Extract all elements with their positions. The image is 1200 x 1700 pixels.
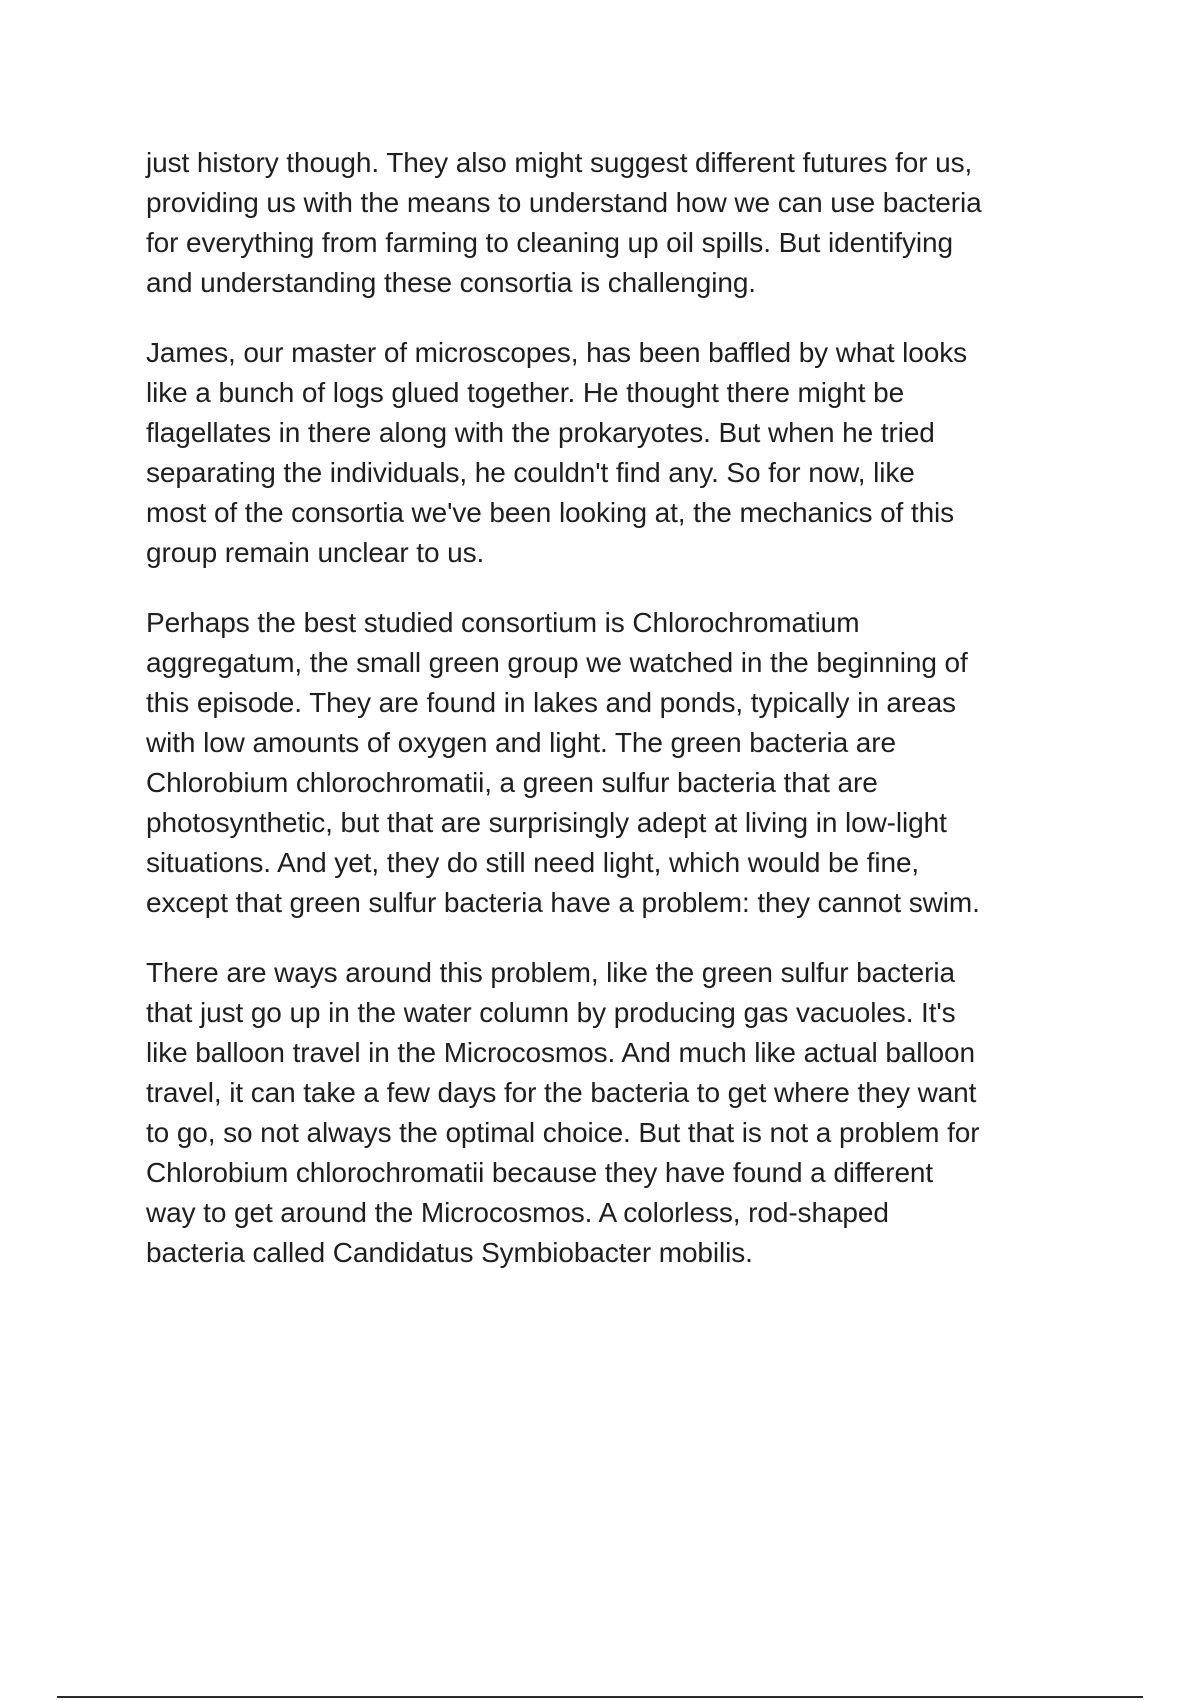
text-line: situations. And yet, they do still need light, which would be fine, bbox=[146, 847, 920, 878]
text-line: to go, so not always the optimal choice. But that is not a problem for bbox=[146, 1117, 980, 1148]
text-line: travel, it can take a few days for the bacteria to get where they want bbox=[146, 1077, 977, 1108]
text-line: There are ways around this problem, like the green sulfur bacteria bbox=[146, 957, 955, 988]
text-line: aggregatum, the small green group we watched in the beginning of bbox=[146, 647, 968, 678]
text-line: providing us with the means to understand how we can use bacteria bbox=[146, 187, 982, 218]
text-line: flagellates in there along with the prokaryotes. But when he tried bbox=[146, 417, 935, 448]
page-bottom-divider bbox=[57, 1696, 1143, 1698]
text-line: Chlorobium chlorochromatii because they have found a different bbox=[146, 1157, 934, 1188]
text-line: like a bunch of logs glued together. He thought there might be bbox=[146, 377, 905, 408]
text-line: except that green sulfur bacteria have a problem: they cannot swim. bbox=[146, 887, 980, 918]
text-line: with low amounts of oxygen and light. The green bacteria are bbox=[146, 727, 896, 758]
text-line: way to get around the Microcosmos. A colorless, rod-shaped bbox=[146, 1197, 889, 1228]
text-line: Chlorobium chlorochromatii, a green sulfur bacteria that are bbox=[146, 767, 878, 798]
text-line: this episode. They are found in lakes and ponds, typically in areas bbox=[146, 687, 956, 718]
paragraph bbox=[146, 143, 1076, 303]
paragraph bbox=[146, 953, 1076, 1273]
text-line: that just go up in the water column by producing gas vacuoles. It's bbox=[146, 997, 956, 1028]
paragraph bbox=[146, 603, 1076, 923]
text-line: like balloon travel in the Microcosmos. And much like actual balloon bbox=[146, 1037, 975, 1068]
paragraph bbox=[146, 333, 1076, 573]
text-line: most of the consortia we've been looking at, the mechanics of this bbox=[146, 497, 955, 528]
text-line: James, our master of microscopes, has been baffled by what looks bbox=[146, 337, 968, 368]
text-line: bacteria called Candidatus Symbiobacter mobilis. bbox=[146, 1237, 753, 1268]
text-line: for everything from farming to cleaning up oil spills. But identifying bbox=[146, 227, 953, 258]
text-line: photosynthetic, but that are surprisingly adept at living in low-light bbox=[146, 807, 947, 838]
text-line: just history though. They also might suggest different futures for us, bbox=[146, 147, 973, 178]
text-line: group remain unclear to us. bbox=[146, 537, 485, 568]
text-line: and understanding these consortia is challenging. bbox=[146, 267, 756, 298]
text-line: Perhaps the best studied consortium is Chlorochromatium bbox=[146, 607, 860, 638]
body-text bbox=[146, 143, 1076, 1303]
text-line: separating the individuals, he couldn't find any. So for now, like bbox=[146, 457, 915, 488]
